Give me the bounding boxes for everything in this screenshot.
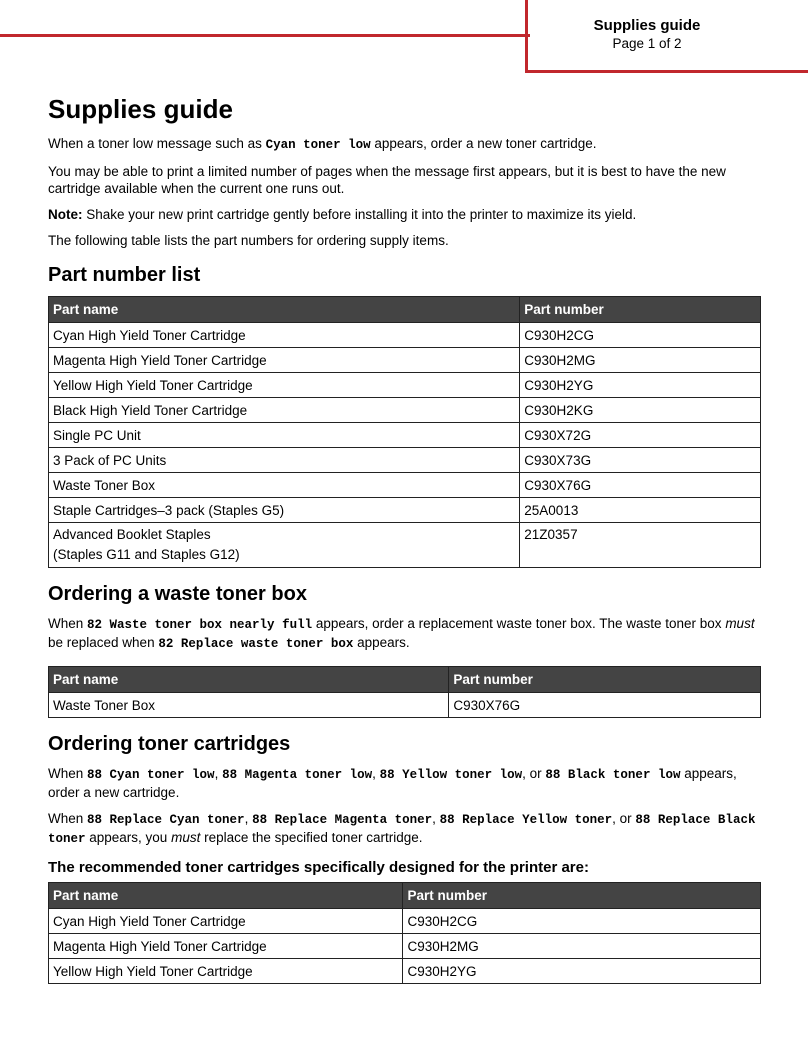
toner-heading: Ordering toner cartridges — [48, 733, 291, 755]
part-name-cell: Advanced Booklet Staples (Staples G11 and Staples G12) — [49, 523, 520, 568]
part-number-cell: C930H2CG — [403, 909, 761, 934]
column-header-part-number: Part number — [520, 297, 761, 323]
table-header-row — [49, 667, 761, 693]
part-number-cell: C930H2YG — [520, 373, 761, 398]
message-code: 82 Replace waste toner box — [158, 637, 354, 651]
waste-table-body — [49, 693, 761, 718]
part-name-cell: Magenta High Yield Toner Cartridge — [49, 348, 520, 373]
part-number-cell: C930H2MG — [520, 348, 761, 373]
part-number-cell: C930X73G — [520, 448, 761, 473]
toner-paragraph-2: When 88 Replace Cyan toner, 88 Replace Magenta toner, 88 Replace Yellow toner, or 88 Replace Black toner appears, you must replace the specified toner cartridge. — [48, 811, 756, 846]
part-table-body — [49, 323, 761, 523]
part-name-cell: Yellow High Yield Toner Cartridge — [49, 959, 403, 984]
table-row — [49, 348, 761, 373]
part-name-cell: Single PC Unit — [49, 423, 520, 448]
message-code: 88 Replace Magenta toner — [252, 813, 433, 827]
waste-heading: Ordering a waste toner box — [48, 583, 307, 605]
part-number-cell: C930H2YG — [403, 959, 761, 984]
message-code: 88 Replace Yellow toner — [439, 813, 613, 827]
part-name-cell: Magenta High Yield Toner Cartridge — [49, 934, 403, 959]
waste-paragraph: When 82 Waste toner box nearly full appears, order a replacement waste toner box. The waste toner box must be replaced when 82 Replace waste toner box appears. — [48, 616, 755, 651]
part-name-cell: Waste Toner Box — [49, 473, 520, 498]
part-name-cell: 3 Pack of PC Units — [49, 448, 520, 473]
column-header-part-name: Part name — [49, 883, 403, 909]
intro-paragraph-2: You may be able to print a limited number of pages when the message first appears, but it is best to have the new cartridge available when the current one runs out. — [48, 164, 726, 196]
column-header-part-number: Part number — [403, 883, 761, 909]
part-number-cell: C930H2KG — [520, 398, 761, 423]
message-code: Cyan toner low — [265, 138, 371, 152]
message-code: 88 Cyan toner low — [87, 768, 215, 782]
table-row — [49, 909, 761, 934]
table-row — [49, 473, 761, 498]
table-row — [49, 323, 761, 348]
part-name-cell: Black High Yield Toner Cartridge — [49, 398, 520, 423]
table-row — [49, 448, 761, 473]
column-header-part-name: Part name — [49, 297, 520, 323]
column-header-part-name: Part name — [49, 667, 449, 693]
part-number-cell: C930X72G — [520, 423, 761, 448]
intro-paragraph-1: When a toner low message such as Cyan toner low appears, order a new toner cartridge. — [48, 136, 597, 152]
table-row — [49, 959, 761, 984]
note-label: Note: — [48, 207, 83, 222]
header-rule-bottom — [525, 70, 808, 73]
running-header — [582, 17, 712, 52]
part-name-cell: Cyan High Yield Toner Cartridge — [49, 909, 403, 934]
message-code: 88 Black toner low — [545, 768, 681, 782]
part-name-cell: Cyan High Yield Toner Cartridge — [49, 323, 520, 348]
message-code: 82 Waste toner box nearly full — [87, 618, 313, 632]
part-number-table — [48, 296, 761, 568]
table-row — [49, 398, 761, 423]
table-row — [49, 934, 761, 959]
part-number-cell: C930X76G — [520, 473, 761, 498]
part-number-cell: 25A0013 — [520, 498, 761, 523]
table-header-row — [49, 883, 761, 909]
waste-toner-table — [48, 666, 761, 718]
part-list-heading: Part number list — [48, 264, 201, 286]
part-number-cell: 21Z0357 — [520, 523, 761, 568]
column-header-part-number: Part number — [449, 667, 761, 693]
table-row — [49, 498, 761, 523]
intro-paragraph-4: The following table lists the part numbers for ordering supply items. — [48, 233, 449, 248]
table-row — [49, 423, 761, 448]
part-name-cell: Yellow High Yield Toner Cartridge — [49, 373, 520, 398]
toner-cartridge-table — [48, 882, 761, 984]
message-code: 88 Replace Cyan toner — [87, 813, 245, 827]
toner-subheading: The recommended toner cartridges specifically designed for the printer are: — [48, 859, 589, 876]
part-number-cell: C930H2CG — [520, 323, 761, 348]
page-indicator: Page 1 of 2 — [612, 36, 682, 51]
running-header-title: Supplies guide — [593, 17, 701, 34]
table-row — [49, 693, 761, 718]
header-rule-vertical — [525, 0, 528, 72]
toner-paragraph-1: When 88 Cyan toner low, 88 Magenta toner low, 88 Yellow toner low, or 88 Black toner low appears, order a new cartridge. — [48, 766, 737, 800]
toner-table-body — [49, 909, 761, 984]
table-row — [49, 373, 761, 398]
table-header-row — [49, 297, 761, 323]
message-code: 88 Magenta toner low — [222, 768, 373, 782]
note-paragraph: Note: Shake your new print cartridge gently before installing it into the printer to maximize its yield. — [48, 207, 637, 222]
part-number-cell: C930H2MG — [403, 934, 761, 959]
table-row — [49, 523, 761, 568]
page-title: Supplies guide — [48, 94, 233, 124]
part-name-cell: Waste Toner Box — [49, 693, 449, 718]
document-body — [48, 92, 762, 984]
part-name-cell: Staple Cartridges–3 pack (Staples G5) — [49, 498, 520, 523]
message-code: 88 Replace Black toner — [48, 813, 756, 846]
header-rule-horizontal — [0, 34, 530, 37]
message-code: 88 Yellow toner low — [379, 768, 523, 782]
part-number-cell: C930X76G — [449, 693, 761, 718]
